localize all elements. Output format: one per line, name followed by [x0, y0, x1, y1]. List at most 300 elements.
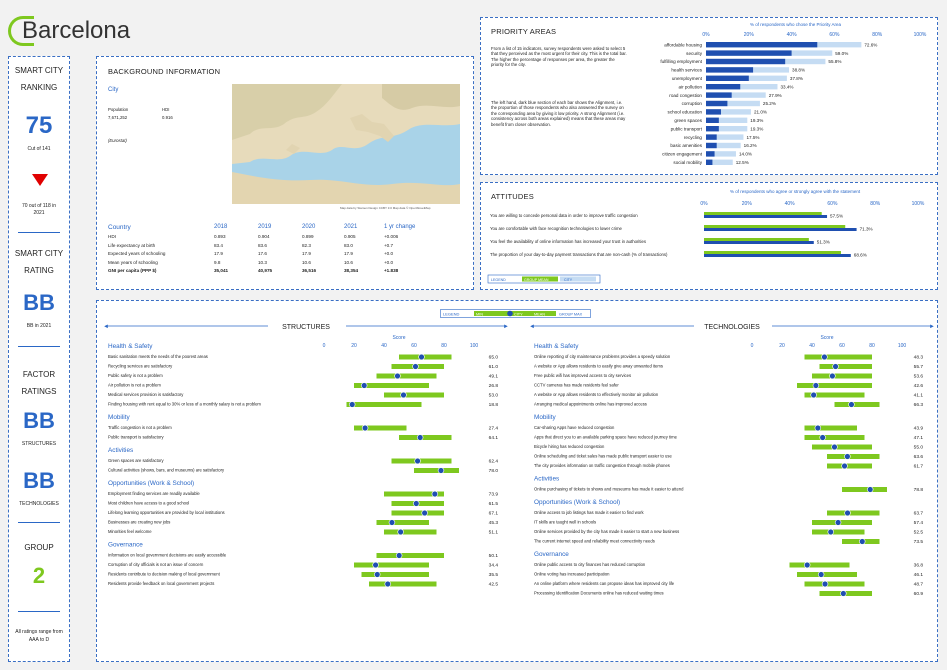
city-dot — [417, 435, 423, 441]
axis-tick: 60% — [829, 32, 840, 38]
row-value: 63.7 — [913, 511, 923, 517]
city-dot — [820, 435, 826, 441]
city-dot — [385, 581, 391, 587]
city-dot — [845, 510, 851, 516]
priority-value: 19.3% — [750, 118, 764, 123]
priority-value: 38.8% — [792, 67, 806, 73]
group-value: 2 — [32, 563, 46, 588]
row-value: 55.0 — [913, 445, 923, 451]
priority-alignment-bar — [706, 76, 749, 81]
city-dot — [815, 425, 821, 431]
row-label: Minorities feel welcome — [108, 529, 152, 534]
row-value: 41.1 — [913, 393, 923, 399]
priority-value: 16.2% — [743, 143, 757, 149]
range-bar — [384, 530, 437, 535]
structures-rating: BB — [23, 408, 55, 433]
row-value: 55.7 — [913, 365, 923, 370]
country-table — [108, 224, 464, 282]
rank-prev: 70 out of 118 in 2021 — [21, 203, 57, 216]
divider — [18, 522, 60, 523]
attitude-mean-bar — [704, 238, 809, 241]
priority-alignment-bar — [706, 134, 717, 139]
priority-title: PRIORITY AREAS — [491, 27, 557, 36]
city-dot — [859, 539, 865, 545]
range-bar — [827, 511, 880, 516]
structures-label: STRUCTURES — [21, 441, 57, 447]
indicator-value: +0.006 — [384, 234, 399, 239]
range-bar — [790, 563, 850, 568]
year-header: 2018 — [214, 224, 228, 230]
section-title: Health & Safety — [108, 343, 153, 350]
axis-tick: 100 — [469, 343, 479, 349]
priority-label: fulfilling employment — [660, 59, 702, 65]
population-label: Population — [108, 107, 129, 112]
priority-value: 59.0% — [835, 50, 849, 56]
city-dot — [438, 468, 444, 474]
range-bar — [392, 511, 445, 516]
priority-alignment-bar — [706, 50, 792, 55]
priority-value: 19.3% — [750, 126, 764, 132]
section-title: Activities — [108, 447, 134, 454]
range-bar — [399, 355, 452, 360]
rating-value: BB — [23, 290, 55, 315]
range-bar — [354, 426, 407, 431]
row-value: 42.6 — [913, 384, 923, 389]
row-value: 63.6 — [913, 455, 923, 460]
row-label: Free public wifi has improved access to city services — [534, 373, 632, 378]
axis-tick: 40 — [381, 343, 387, 349]
axis-tick: 0 — [322, 343, 326, 349]
row-label: Residents contribute to decision making of local government — [108, 571, 220, 577]
priority-value: 55.8% — [828, 59, 842, 65]
row-value: 27.4 — [488, 426, 498, 432]
indicator-value: 35,041 — [214, 268, 229, 273]
attitude-city-bar — [704, 241, 814, 244]
axis-tick: 0 — [750, 343, 754, 349]
range-bar — [392, 459, 452, 464]
section-title: Mobility — [534, 414, 556, 421]
divider — [18, 611, 60, 612]
right-arrow: ► — [929, 324, 935, 330]
attitude-label: You are comfortable with face recognition technologies to lower crime — [490, 226, 622, 231]
range-bar — [812, 445, 872, 450]
axis-tick: 60 — [839, 343, 845, 349]
range-bar — [835, 402, 880, 407]
axis-tick: 0% — [700, 201, 708, 207]
indicator-value: +0.0 — [384, 251, 394, 256]
priority-label: green spaces — [674, 118, 702, 123]
axis-tick: 20 — [779, 343, 785, 349]
row-label: CCTV cameras has made residents feel safer — [534, 382, 619, 388]
attitude-mean-bar — [704, 225, 845, 228]
priority-label: recycling — [683, 134, 702, 140]
priority-label: health services — [671, 67, 702, 73]
indicator-value: 17.9 — [302, 251, 311, 256]
score-label: Score — [820, 335, 834, 341]
indicator-value: +1.838 — [384, 268, 399, 273]
row-label: Public transport is satisfactory — [108, 434, 164, 440]
attitude-label: You are willing to concede personal data in order to improve traffic congestion — [490, 213, 638, 218]
row-value: 78.8 — [913, 488, 923, 493]
city-dot — [811, 392, 817, 398]
row-value: 46.1 — [913, 573, 923, 578]
range-bar — [797, 383, 872, 388]
city-dot — [401, 392, 407, 398]
city-dot — [830, 373, 836, 379]
rating-prev: BB in 2021 — [26, 323, 52, 329]
row-value: 73.9 — [488, 492, 498, 498]
city-dot — [840, 591, 846, 597]
indicator-value: 82.3 — [302, 242, 311, 248]
range-bar — [377, 374, 437, 379]
priority-alignment-bar — [706, 109, 721, 114]
city-dot — [415, 458, 421, 464]
range-bar — [377, 553, 445, 558]
priority-alignment-bar — [706, 151, 715, 156]
indicator-label: Life expectancy at birth — [108, 242, 156, 248]
row-value: 66.3 — [913, 403, 923, 408]
technologies-label: TECHNOLOGIES — [19, 501, 59, 507]
range-bar — [842, 487, 887, 492]
section-title: Activities — [534, 475, 560, 483]
attitudes-axis-title: % of respondents who agree or strongly agree with the statement — [730, 189, 861, 194]
indicator-value: 40,975 — [258, 268, 273, 273]
city-title: Barcelona — [22, 17, 131, 44]
city-dot — [849, 402, 855, 408]
priority-value: 25.2% — [762, 101, 776, 107]
range-bar — [414, 468, 459, 473]
year-header: 1 yr change — [384, 224, 416, 230]
row-value: 65.0 — [488, 355, 498, 361]
attitude-value: 68.6% — [853, 252, 867, 258]
range-bar — [805, 582, 865, 587]
axis-tick: 100% — [911, 201, 925, 207]
priority-value: 72.6% — [864, 42, 878, 48]
row-label: Arranging medical appointments online has improved access — [534, 401, 647, 407]
attitude-city-bar — [704, 228, 857, 231]
section-title: Health & Safety — [534, 343, 579, 350]
axis-tick: 100 — [897, 343, 907, 349]
row-label: Businesses are creating new jobs — [108, 519, 171, 525]
row-label: Basic sanitation meets the needs of the poorest areas — [108, 354, 208, 359]
row-label: Corruption of city officials is not an issue of concern — [108, 562, 204, 567]
row-label: Bicycle hiring has reduced congestion — [534, 444, 605, 449]
axis-tick: 40% — [786, 32, 797, 38]
axis-tick: 40 — [809, 343, 815, 349]
row-label: A website or App allows residents to effectively monitor air pollution — [534, 392, 659, 397]
row-label: Residents provide feedback on local government projects — [108, 581, 215, 586]
axis-tick: 80 — [869, 343, 875, 349]
row-label: Recycling services are satisfactory — [108, 363, 173, 369]
priority-alignment-bar — [706, 84, 740, 89]
row-label: Online public access to city finances has reduced corruption — [534, 562, 646, 567]
background-title: BACKGROUND INFORMATION — [108, 67, 221, 76]
right-arrow: ► — [503, 324, 509, 330]
axis-tick: 80 — [441, 343, 447, 349]
row-label: Lifelong learning opportunities are provided by local institutions — [108, 510, 225, 515]
legend-title: LEGEND — [443, 311, 460, 317]
indicator-value: 0.899 — [302, 234, 314, 239]
row-label: The current internet speed and reliability meet connectivity needs — [534, 538, 655, 544]
axis-tick: 100% — [913, 32, 927, 38]
row-value: 51.1 — [488, 530, 498, 536]
priority-value: 37.8% — [789, 76, 803, 81]
city-dot — [432, 491, 438, 497]
section-title: Governance — [108, 541, 143, 549]
row-label: Car-sharing Apps have reduced congestion — [534, 425, 615, 430]
axis-tick: 20% — [741, 201, 752, 207]
city-dot — [845, 454, 851, 460]
range-bar — [827, 454, 880, 459]
legend-mean-label: MEAN — [534, 312, 545, 317]
row-label: Traffic congestion is not a problem — [108, 425, 172, 430]
row-label: Public safety is not a problem — [108, 373, 163, 378]
year-header: 2020 — [302, 224, 316, 230]
row-label: Most children have access to a good school — [108, 500, 190, 506]
row-value: 62.4 — [488, 459, 498, 465]
range-bar — [820, 364, 873, 369]
priority-label: air pollution — [678, 84, 702, 90]
indicator-value: 83.4 — [214, 242, 223, 248]
ranking-label: SMART CITY RANKING — [14, 66, 64, 92]
row-label: Online purchasing of tickets to shows and museums has made it easier to attend — [534, 486, 684, 492]
priority-chart — [634, 30, 934, 172]
factors-chart — [100, 318, 936, 660]
city-dot — [361, 383, 367, 389]
attitude-label: You feel the availability of online information has increased your trust in authorities — [490, 239, 647, 244]
priority-alignment-bar — [706, 118, 719, 123]
axis-tick: 20% — [743, 32, 754, 38]
indicator-value: 83.0 — [344, 242, 353, 248]
country-heading: Country — [108, 224, 131, 231]
range-bar — [812, 520, 872, 525]
row-value: 50.1 — [488, 554, 498, 559]
range-bar — [812, 374, 872, 379]
indicator-value: 36,516 — [302, 268, 317, 273]
city-dot — [832, 444, 838, 450]
legend-mean-label: GROUP MEAN — [524, 278, 549, 282]
row-label: Finding housing with rent equal to 30% or less of a monthly salary is not a problem — [108, 401, 261, 407]
source-note: (Eurostat) — [108, 138, 127, 143]
indicator-value: +0.7 — [384, 242, 394, 248]
priority-value: 33.4% — [780, 84, 794, 90]
population-value: 7,671,252 — [108, 115, 128, 120]
priority-label: road congestion — [669, 92, 702, 98]
priority-alignment-bar — [706, 160, 712, 165]
section-title: Mobility — [108, 414, 130, 421]
left-arrow: ◄ — [529, 324, 535, 330]
legend-max-label: GROUP MAX — [559, 312, 583, 317]
city-dot — [389, 520, 395, 526]
row-label: An online platform where residents can propose ideas has improved city life — [534, 581, 675, 586]
priority-alignment-bar — [706, 126, 719, 131]
row-value: 60.9 — [913, 592, 923, 597]
row-value: 26.8 — [488, 384, 498, 389]
indicator-value: 17.9 — [344, 251, 353, 256]
priority-alignment-bar — [706, 42, 817, 47]
range-bar — [399, 435, 452, 440]
range-bar — [805, 426, 858, 431]
city-dot — [374, 572, 380, 578]
legend-city-label: CITY — [514, 312, 523, 317]
attitude-value: 57.5% — [830, 213, 844, 219]
row-value: 18.8 — [488, 403, 498, 408]
row-label: The city provides information on traffic congestion through mobile phones — [534, 463, 670, 468]
year-header: 2019 — [258, 224, 272, 230]
range-bar — [805, 435, 865, 440]
row-label: Cultural activities (shows, bars, and museums) are satisfactory — [108, 467, 225, 473]
indicator-value: 10.6 — [302, 259, 311, 265]
priority-alignment-bar — [706, 59, 785, 64]
priority-value: 17.5% — [746, 134, 760, 140]
indicator-value: 10.6 — [344, 259, 353, 265]
row-value: 57.4 — [913, 521, 923, 526]
city-dot — [419, 354, 425, 360]
row-value: 49.1 — [488, 374, 498, 380]
attitudes-title: ATTITUDES — [491, 192, 534, 201]
row-value: 67.1 — [488, 511, 498, 517]
factor-label: FACTOR RATINGS — [21, 370, 57, 396]
axis-tick: 60 — [411, 343, 417, 349]
axis-tick: 0% — [702, 32, 710, 38]
indicator-label: HDI — [108, 234, 116, 239]
priority-label: basic amenities — [670, 143, 702, 149]
range-bar — [377, 520, 430, 525]
priority-alignment-bar — [706, 101, 727, 106]
city-dot — [813, 383, 819, 389]
city-dot — [422, 510, 428, 516]
priority-label: social mobility — [673, 160, 702, 165]
range-bar — [827, 464, 872, 469]
axis-tick: 20 — [351, 343, 357, 349]
range-note: All ratings range from AAA to D — [15, 629, 63, 643]
map-image — [232, 84, 460, 204]
attitude-mean-bar — [704, 251, 841, 254]
indicator-value: 0.905 — [344, 234, 356, 239]
axis-tick: 60% — [827, 201, 838, 207]
divider — [18, 232, 60, 233]
range-bar — [347, 402, 422, 407]
priority-value: 27.9% — [768, 92, 782, 98]
row-label: Online reporting of city maintenance problems provides a speedy solution — [534, 354, 671, 359]
axis-tick: 80% — [870, 201, 881, 207]
priority-label: affordable housing — [664, 42, 702, 48]
attitude-label: The proportion of your day-to-day payment transactions that are non-cash (% of transactions) — [490, 252, 668, 257]
row-label: Medical services provision is satisfactory — [108, 392, 184, 397]
row-label: Employment finding services are readily available — [108, 491, 200, 496]
attitude-value: 51.3% — [816, 239, 830, 245]
city-dot — [395, 373, 401, 379]
attitude-city-bar — [704, 215, 827, 218]
attitude-city-bar — [704, 254, 851, 257]
indicator-value: 83.6 — [258, 242, 267, 248]
row-value: 53.0 — [488, 393, 498, 399]
row-label: Processing Identification Documents online has reduced waiting times — [534, 590, 664, 596]
row-label: Online services provided by the city has made it easier to start a new business — [534, 529, 680, 534]
city-dot — [842, 463, 848, 469]
technologies-rating: BB — [23, 468, 55, 493]
rank-down-icon — [32, 174, 48, 186]
row-value: 47.1 — [913, 436, 923, 441]
city-heading: City — [108, 87, 119, 93]
range-bar — [805, 355, 873, 360]
factor-title: STRUCTURES — [282, 324, 330, 331]
row-label: IT skills are taught well in schools — [534, 519, 597, 525]
group-label: GROUP — [24, 543, 54, 552]
indicator-value: 0.893 — [214, 234, 226, 239]
rating-label: SMART CITY RATING — [14, 249, 64, 275]
hdi-label: HDI — [162, 107, 170, 112]
row-value: 61.7 — [913, 464, 923, 470]
legend-city-label: CITY — [564, 278, 573, 282]
priority-alignment-bar — [706, 67, 753, 72]
legend-min-label: MIN — [476, 312, 483, 317]
priority-text-2: The left hand, dark blue section of each bar shows the Alignment, i.e. the proportion of those respondents who also answered the survey on the corresponding area by giving it low priority. A strong Alignment (i.e. consistency across both areas explained) means that these areas may benefit from closer observation. — [491, 100, 626, 127]
legend-city-dot — [507, 311, 513, 317]
row-value: 61.5 — [488, 502, 498, 507]
section-title: Opportunities (Work & School) — [108, 480, 195, 487]
city-dot — [362, 425, 368, 431]
priority-label: security — [686, 50, 702, 56]
legend-title: LEGEND — [491, 278, 506, 282]
city-dot — [413, 501, 419, 507]
attitudes-chart — [484, 196, 936, 288]
city-dot — [396, 553, 402, 559]
axis-tick: 40% — [784, 201, 795, 207]
row-value: 53.6 — [913, 374, 923, 380]
row-label: Green spaces are satisfactory — [108, 458, 164, 463]
rank-of: Cut of 141 — [27, 146, 51, 152]
row-value: 42.5 — [488, 582, 498, 588]
priority-alignment-bar — [706, 92, 732, 97]
row-value: 43.9 — [913, 426, 923, 432]
attitude-value: 71.3% — [859, 226, 873, 232]
range-bar — [354, 563, 429, 568]
score-label: Score — [392, 335, 406, 341]
attitude-mean-bar — [704, 212, 822, 215]
range-bar — [384, 393, 444, 398]
indicator-value: +0.0 — [384, 259, 394, 265]
row-value: 36.8 — [913, 563, 923, 569]
row-label: Online scheduling and ticket sales has made public transport easier to use — [534, 453, 672, 459]
row-label: Information on local government decisions are easily accessible — [108, 552, 227, 558]
row-label: Apps that direct you to an available parking space have reduced journey time — [534, 434, 677, 440]
row-value: 48.7 — [913, 582, 923, 588]
city-dot — [818, 572, 824, 578]
priority-label: unemployment — [671, 76, 702, 81]
range-bar — [812, 530, 865, 535]
indicator-label: Expected years of schooling — [108, 251, 166, 256]
row-value: 34.4 — [488, 563, 498, 569]
axis-tick: 80% — [872, 32, 883, 38]
range-bar — [797, 572, 857, 577]
range-bar — [362, 572, 430, 577]
row-value: 45.3 — [488, 521, 498, 526]
priority-value: 21.0% — [753, 109, 767, 115]
indicator-value: 17.6 — [258, 251, 267, 256]
indicator-label: GNI per capita (PPP $) — [108, 268, 157, 273]
city-dot — [822, 354, 828, 360]
city-dot — [828, 529, 834, 535]
left-arrow: ◄ — [103, 324, 109, 330]
indicator-label: Mean years of schooling — [108, 259, 158, 265]
row-label: Online voting has increased participation — [534, 571, 610, 577]
row-value: 52.5 — [913, 530, 923, 536]
city-dot — [804, 562, 810, 568]
priority-label: citizen engagement — [662, 151, 702, 157]
priority-label: public transport — [670, 126, 702, 132]
city-dot — [867, 487, 873, 493]
